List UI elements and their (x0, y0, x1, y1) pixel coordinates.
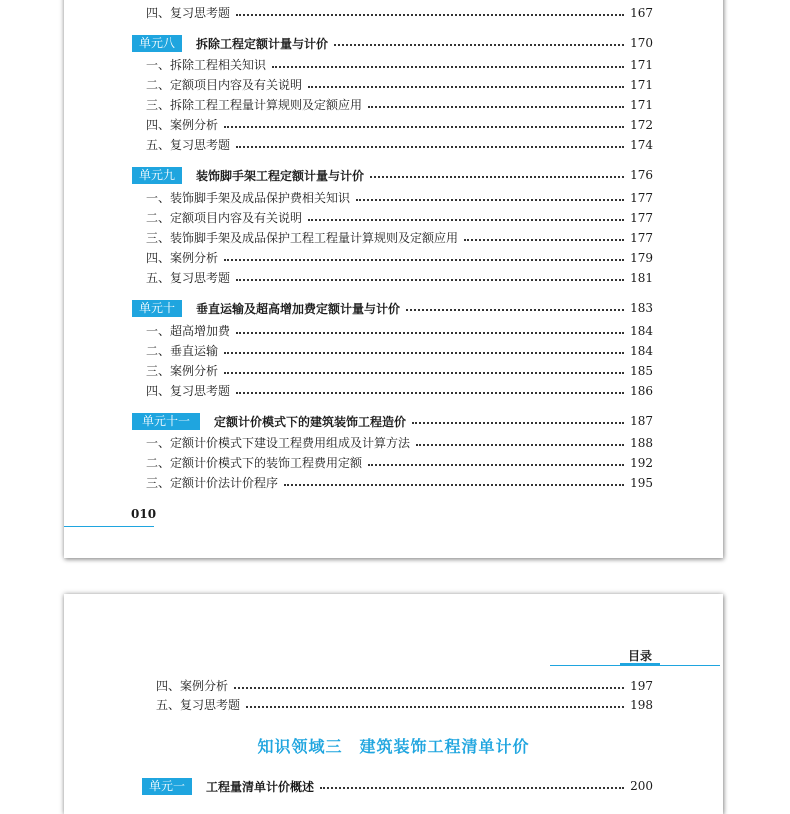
dot-leader (236, 279, 624, 281)
entry-label: 三、装饰脚手架及成品保护工程工程量计算规则及定额应用 (146, 231, 459, 245)
entry-label: 三、案例分析 (146, 364, 219, 378)
toc-page-lower (64, 594, 723, 814)
unit-page-number: 176 (630, 168, 653, 182)
dot-leader (412, 422, 624, 424)
unit-title: 定额计价模式下的建筑装饰工程造价 (214, 414, 407, 429)
unit-title: 垂直运输及超高增加费定额计量与计价 (196, 301, 401, 316)
unit-heading-8[interactable] (132, 34, 653, 52)
unit-badge: 单元八 (132, 35, 182, 52)
toc-entry[interactable] (146, 342, 653, 360)
unit-title: 工程量清单计价概述 (206, 779, 315, 794)
dot-leader (308, 219, 624, 221)
toc-entry[interactable] (146, 136, 653, 154)
toc-entry[interactable] (146, 454, 653, 472)
entry-label: 三、定额计价法计价程序 (146, 476, 279, 490)
toc-entry[interactable] (156, 677, 653, 695)
entry-page-number: 177 (630, 231, 653, 245)
dot-leader (234, 687, 624, 689)
entry-label: 四、复习思考题 (146, 6, 231, 20)
header-underline (620, 663, 660, 666)
dot-leader (356, 199, 624, 201)
entry-page-number: 171 (630, 78, 653, 92)
entry-page-number: 171 (630, 58, 653, 72)
entry-page-number: 185 (630, 364, 653, 378)
entry-page-number: 195 (630, 476, 653, 490)
toc-entry[interactable] (146, 322, 653, 340)
toc-entry[interactable] (146, 382, 653, 400)
toc-entry[interactable] (146, 474, 653, 492)
section-heading: 知识领域三 建筑装饰工程清单计价 (257, 737, 530, 756)
dot-leader (224, 352, 624, 354)
toc-entry[interactable] (146, 4, 653, 22)
dot-leader (370, 176, 624, 178)
dot-leader (406, 309, 624, 311)
running-header: 目录 (628, 649, 653, 663)
unit-page-number: 187 (630, 414, 653, 428)
dot-leader (284, 484, 624, 486)
toc-entry[interactable] (146, 76, 653, 94)
entry-page-number: 188 (630, 436, 653, 450)
entry-page-number: 184 (630, 344, 653, 358)
entry-label: 五、复习思考题 (146, 138, 231, 152)
unit-badge: 单元一 (142, 778, 192, 795)
entry-label: 一、定额计价模式下建设工程费用组成及计算方法 (146, 436, 411, 450)
dot-leader (368, 106, 624, 108)
dot-leader (334, 44, 624, 46)
entry-label: 二、定额项目内容及有关说明 (146, 78, 303, 92)
entry-label: 一、装饰脚手架及成品保护费相关知识 (146, 191, 351, 205)
footer-rule (64, 526, 154, 527)
entry-page-number: 177 (630, 191, 653, 205)
unit-badge: 单元十 (132, 300, 182, 317)
toc-entry[interactable] (146, 229, 653, 247)
entry-page-number: 197 (630, 679, 653, 693)
entry-page-number: 167 (630, 6, 653, 20)
entry-label: 五、复习思考题 (146, 271, 231, 285)
toc-entry[interactable] (146, 209, 653, 227)
toc-entry[interactable] (146, 249, 653, 267)
entry-page-number: 192 (630, 456, 653, 470)
dot-leader (236, 332, 624, 334)
entry-page-number: 172 (630, 118, 653, 132)
entry-page-number: 171 (630, 98, 653, 112)
dot-leader (368, 464, 624, 466)
entry-label: 五、复习思考题 (156, 698, 241, 712)
toc-entry[interactable] (146, 269, 653, 287)
unit-title: 装饰脚手架工程定额计量与计价 (196, 168, 365, 183)
entry-page-number: 181 (630, 271, 653, 285)
dot-leader (224, 126, 624, 128)
toc-page-upper (64, 0, 723, 558)
entry-label: 二、定额计价模式下的装饰工程费用定额 (146, 456, 363, 470)
entry-label: 四、复习思考题 (146, 384, 231, 398)
unit-page-number: 183 (630, 301, 653, 315)
entry-label: 一、拆除工程相关知识 (146, 58, 267, 72)
entry-label: 四、案例分析 (146, 251, 219, 265)
entry-label: 二、垂直运输 (146, 344, 219, 358)
dot-leader (236, 14, 624, 16)
entry-page-number: 177 (630, 211, 653, 225)
toc-entry[interactable] (146, 189, 653, 207)
dot-leader (464, 239, 624, 241)
dot-leader (224, 259, 624, 261)
unit-badge: 单元十一 (132, 413, 200, 430)
toc-entry[interactable] (146, 96, 653, 114)
unit-heading-9[interactable] (132, 166, 653, 184)
unit-heading-11[interactable] (132, 412, 653, 430)
entry-page-number: 186 (630, 384, 653, 398)
entry-page-number: 174 (630, 138, 653, 152)
toc-entry[interactable] (146, 434, 653, 452)
entry-label: 四、案例分析 (156, 679, 229, 693)
unit-title: 拆除工程定额计量与计价 (196, 36, 329, 51)
unit-page-number: 170 (630, 36, 653, 50)
toc-entry[interactable] (156, 696, 653, 714)
dot-leader (236, 146, 624, 148)
entry-page-number: 179 (630, 251, 653, 265)
entry-page-number: 198 (630, 698, 653, 712)
dot-leader (272, 66, 624, 68)
entry-label: 三、拆除工程工程量计算规则及定额应用 (146, 98, 363, 112)
dot-leader (236, 392, 624, 394)
entry-label: 一、超高增加费 (146, 324, 231, 338)
unit-page-number: 200 (630, 779, 653, 793)
unit-heading-1[interactable] (142, 777, 653, 795)
dot-leader (308, 86, 624, 88)
toc-entry[interactable] (146, 362, 653, 380)
toc-entry[interactable] (146, 56, 653, 74)
dot-leader (320, 787, 624, 789)
dot-leader (416, 444, 624, 446)
dot-leader (224, 372, 624, 374)
entry-label: 四、案例分析 (146, 118, 219, 132)
entry-label: 二、定额项目内容及有关说明 (146, 211, 303, 225)
toc-entry[interactable] (146, 116, 653, 134)
unit-heading-10[interactable] (132, 299, 653, 317)
dot-leader (246, 706, 624, 708)
entry-page-number: 184 (630, 324, 653, 338)
page-number-footer: 010 (131, 507, 157, 521)
unit-badge: 单元九 (132, 167, 182, 184)
